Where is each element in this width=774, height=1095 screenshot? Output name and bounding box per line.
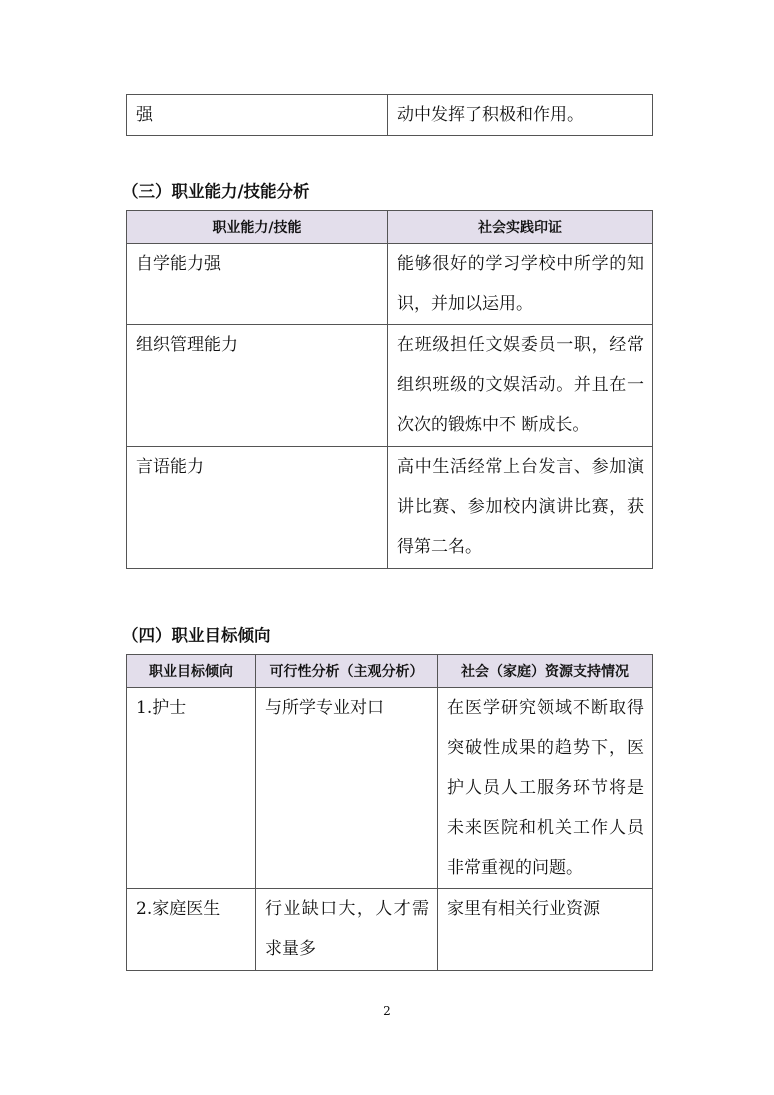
table-cell: 能够很好的学习学校中所学的知识，并加以运用。 — [388, 244, 653, 325]
column-header: 职业能力/技能 — [127, 211, 388, 244]
table-cell: 2.家庭医生 — [127, 889, 256, 971]
table-cell: 与所学专业对口 — [256, 688, 438, 889]
goals-table — [126, 654, 653, 971]
table-cell: 在班级担任文娱委员一职，经常组织班级的文娱活动。并且在一次次的锻炼中不 断成长。 — [388, 325, 653, 447]
table-row — [127, 688, 653, 889]
table-cell: 自学能力强 — [127, 244, 388, 325]
column-header: 社会（家庭）资源支持情况 — [438, 655, 653, 688]
table-cell: 在医学研究领域不断取得突破性成果的趋势下，医护人员人工服务环节将是未来医院和机关工作人员非常重视的问题。 — [438, 688, 653, 889]
skills-table — [126, 210, 653, 569]
table-cell: 动中发挥了积极和作用。 — [388, 95, 653, 136]
table-row — [127, 889, 653, 971]
table-cell: 高中生活经常上台发言、参加演讲比赛、参加校内演讲比赛，获得第二名。 — [388, 447, 653, 569]
table-cell: 组织管理能力 — [127, 325, 388, 447]
table-cell: 行业缺口大，人才需求量多 — [256, 889, 438, 971]
table-header-row — [127, 655, 653, 688]
page-number: 2 — [383, 1004, 391, 1018]
section-heading-4: （四）职业目标倾向 — [122, 626, 271, 645]
section-heading-3: （三）职业能力/技能分析 — [122, 182, 310, 201]
column-header: 社会实践印证 — [388, 211, 653, 244]
table-row — [127, 325, 653, 447]
table-cell: 1.护士 — [127, 688, 256, 889]
table-cell: 家里有相关行业资源 — [438, 889, 653, 971]
column-header: 职业目标倾向 — [127, 655, 256, 688]
table-header-row — [127, 211, 653, 244]
table-row — [127, 95, 653, 136]
table-row — [127, 244, 653, 325]
table-cell: 强 — [127, 95, 388, 136]
table-cell: 言语能力 — [127, 447, 388, 569]
table-row — [127, 447, 653, 569]
column-header: 可行性分析（主观分析） — [256, 655, 438, 688]
top-table — [126, 94, 653, 136]
